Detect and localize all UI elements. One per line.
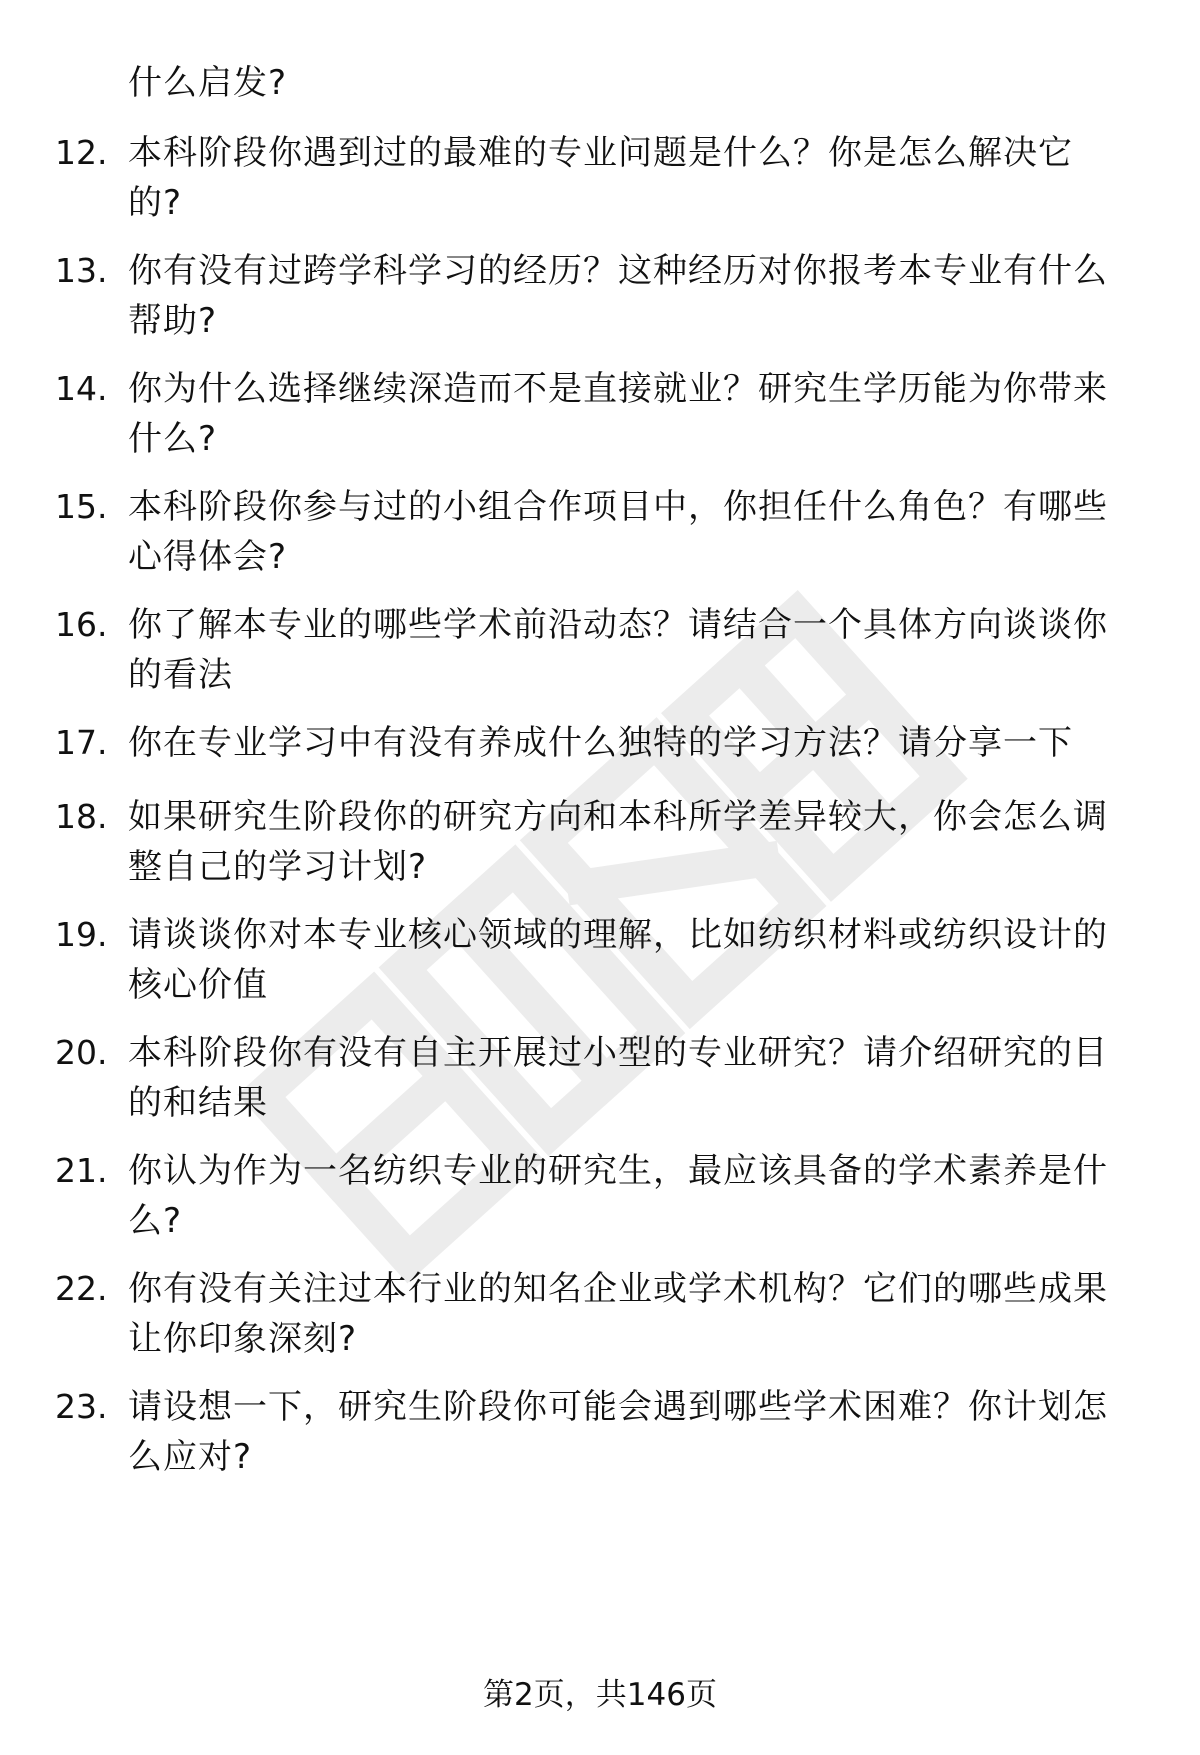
question-text bbox=[128, 718, 1148, 768]
question-line: 让你印象深刻? bbox=[128, 1319, 358, 1359]
question-number: 17. bbox=[55, 723, 108, 762]
question-line: 的和结果 bbox=[128, 1083, 268, 1123]
question-number: 13. bbox=[55, 251, 108, 290]
question-text bbox=[128, 1264, 1148, 1364]
question-line: 请设想一下，研究生阶段你可能会遇到哪些学术困难？你计划怎 bbox=[128, 1387, 1108, 1427]
question-number: 12. bbox=[55, 133, 108, 172]
question-text bbox=[128, 600, 1148, 700]
question-line: 本科阶段你参与过的小组合作项目中，你担任什么角色？有哪些 bbox=[128, 487, 1108, 527]
question-line: 心得体会? bbox=[128, 537, 288, 577]
question-number: 23. bbox=[55, 1387, 108, 1426]
question-line: 你了解本专业的哪些学术前沿动态？请结合一个具体方向谈谈你 bbox=[128, 605, 1108, 645]
question-number: 15. bbox=[55, 487, 108, 526]
question-line: 整自己的学习计划? bbox=[128, 847, 428, 887]
question-text bbox=[128, 910, 1148, 1010]
question-line: 帮助? bbox=[128, 301, 218, 341]
question-line: 你有没有过跨学科学习的经历？这种经历对你报考本专业有什么 bbox=[128, 251, 1108, 291]
question-text bbox=[128, 482, 1148, 582]
question-text bbox=[128, 128, 1148, 228]
question-number: 16. bbox=[55, 605, 108, 644]
question-number: 22. bbox=[55, 1269, 108, 1308]
question-text bbox=[128, 1028, 1148, 1128]
question-line: 核心价值 bbox=[128, 965, 268, 1005]
question-line: 什么? bbox=[128, 419, 218, 459]
page-footer: 第2页，共146页 bbox=[483, 1677, 717, 1713]
continuation-text: 什么启发? bbox=[128, 63, 288, 103]
question-text bbox=[128, 246, 1148, 346]
question-line: 的? bbox=[128, 183, 183, 223]
question-number: 18. bbox=[55, 797, 108, 836]
question-line: 么应对? bbox=[128, 1437, 253, 1477]
question-line: 本科阶段你遇到过的最难的专业问题是什么？你是怎么解决它 bbox=[128, 133, 1073, 173]
question-line: 请谈谈你对本专业核心领域的理解，比如纺织材料或纺织设计的 bbox=[128, 915, 1108, 955]
question-text bbox=[128, 1382, 1148, 1482]
question-line: 你有没有关注过本行业的知名企业或学术机构？它们的哪些成果 bbox=[128, 1269, 1108, 1309]
question-number: 21. bbox=[55, 1151, 108, 1190]
question-line: 本科阶段你有没有自主开展过小型的专业研究？请介绍研究的目 bbox=[128, 1033, 1108, 1073]
question-text bbox=[128, 364, 1148, 464]
question-line: 的看法 bbox=[128, 655, 233, 695]
question-line: 么? bbox=[128, 1201, 183, 1241]
question-text bbox=[128, 792, 1148, 892]
question-number: 14. bbox=[55, 369, 108, 408]
question-line: 你在专业学习中有没有养成什么独特的学习方法？请分享一下 bbox=[128, 723, 1073, 763]
question-line: 如果研究生阶段你的研究方向和本科所学差异较大，你会怎么调 bbox=[128, 797, 1108, 837]
question-line: 你认为作为一名纺织专业的研究生，最应该具备的学术素养是什 bbox=[128, 1151, 1108, 1191]
question-number: 19. bbox=[55, 915, 108, 954]
question-line: 你为什么选择继续深造而不是直接就业？研究生学历能为你带来 bbox=[128, 369, 1108, 409]
question-text bbox=[128, 1146, 1148, 1246]
question-number: 20. bbox=[55, 1033, 108, 1072]
